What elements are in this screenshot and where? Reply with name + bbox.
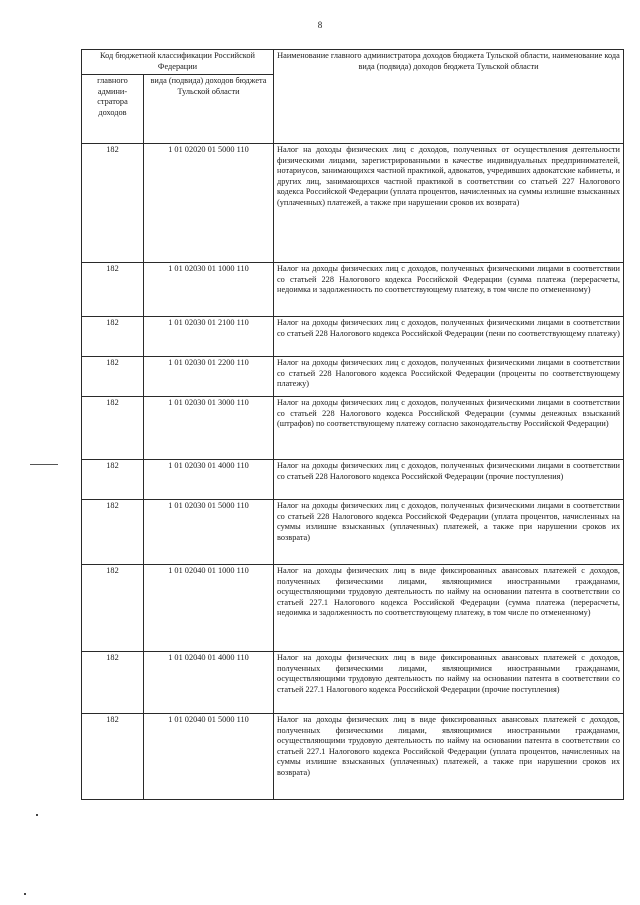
scan-mark [36,814,38,816]
admin-code-cell: 182 [82,357,144,397]
table-row [82,317,624,357]
revenue-name-cell: Налог на доходы физических лиц с доходов, полученных физическими лицами в соответствии со статьей 228 Налогового кодекса Российской Федерации (пени по соответствующему платежу) [274,317,624,357]
admin-code-cell: 182 [82,263,144,317]
revenue-code-cell: 1 01 02040 01 5000 110 [144,714,274,800]
table-row [82,652,624,714]
table-row [82,565,624,652]
budget-classification-table [81,49,624,800]
header-administrator-name: Наименование главного администратора доходов бюджета Тульской области, наименование кода вида (подвида) доходов бюджета Тульской области [274,50,624,144]
page-number: 8 [317,20,323,30]
revenue-code-cell: 1 01 02030 01 2100 110 [144,317,274,357]
revenue-code-cell: 1 01 02030 01 1000 110 [144,263,274,317]
admin-code-cell: 182 [82,460,144,500]
revenue-code-cell: 1 01 02030 01 4000 110 [144,460,274,500]
table-row [82,357,624,397]
admin-code-cell: 182 [82,652,144,714]
admin-code-cell: 182 [82,714,144,800]
table-row [82,263,624,317]
admin-code-cell: 182 [82,317,144,357]
revenue-name-cell: Налог на доходы физических лиц с доходов, полученных физическими лицами в соответствии со статьей 228 Налогового кодекса Российской Федерации (сумма платежа (перерасчеты, недоимка и задолженность по соответствующему платежу, в том числе по отмененному) [274,263,624,317]
header-classification-code: Код бюджетной классификации Российской Федерации [82,50,274,75]
revenue-code-cell: 1 01 02040 01 1000 110 [144,565,274,652]
revenue-name-cell: Налог на доходы физических лиц в виде фиксированных авансовых платежей с доходов, полученных физическими лицами, являющимися иностранными гражданами, осуществляющими трудовую деятельность по найму на основании патента в соответствии со статьей 227.1 Налогового кодекса Российской Федерации (прочие поступления) [274,652,624,714]
revenue-name-cell: Налог на доходы физических лиц с доходов, полученных физическими лицами в соответствии со статьей 228 Налогового кодекса Российской Федерации (уплата процентов, начисленных на суммы излишне взысканных (уплаченных) платежей, а также при нарушении сроков их возврата) [274,500,624,565]
header-revenue-type-code: вида (подвида) доходов бюджета Тульской области [144,75,274,144]
revenue-code-cell: 1 01 02020 01 5000 110 [144,144,274,263]
admin-code-cell: 182 [82,500,144,565]
scan-mark [30,464,58,465]
table-row [82,500,624,565]
revenue-code-cell: 1 01 02040 01 4000 110 [144,652,274,714]
table-row [82,144,624,263]
table-row [82,714,624,800]
revenue-name-cell: Налог на доходы физических лиц с доходов, полученных от осуществления деятельности физическими лицами, зарегистрированными в качестве индивидуальных предпринимателей, нотариусов, занимающихся частной практикой, адвокатов, учредивших адвокатские кабинеты, и других лиц, занимающихся частной практикой в соответствии со статьей 227 Налогового кодекса Российской Федерации (уплата процентов, начисленных на суммы излишне взысканных (уплаченных) платежей, а также при нарушении сроков их возврата) [274,144,624,263]
revenue-name-cell: Налог на доходы физических лиц с доходов, полученных физическими лицами в соответствии со статьей 228 Налогового кодекса Российской Федерации (суммы денежных взысканий (штрафов) по соответствующему платежу согласно законодательству Российской Федерации) [274,397,624,460]
table-row [82,460,624,500]
revenue-name-cell: Налог на доходы физических лиц в виде фиксированных авансовых платежей с доходов, полученных физическими лицами, являющимися иностранными гражданами, осуществляющими трудовую деятельность по найму на основании патента в соответствии со статьей 227.1 Налогового кодекса Российской Федерации (уплата процентов, начисленных на суммы излишне взысканных (уплаченных) платежей, а также при нарушении сроков их возврата) [274,714,624,800]
table-row [82,397,624,460]
revenue-name-cell: Налог на доходы физических лиц с доходов, полученных физическими лицами в соответствии со статьей 228 Налогового кодекса Российской Федерации (прочие поступления) [274,460,624,500]
revenue-code-cell: 1 01 02030 01 2200 110 [144,357,274,397]
revenue-name-cell: Налог на доходы физических лиц с доходов, полученных физическими лицами в соответствии со статьей 228 Налогового кодекса Российской Федерации (проценты по соответствующему платежу) [274,357,624,397]
admin-code-cell: 182 [82,397,144,460]
admin-code-cell: 182 [82,144,144,263]
revenue-name-cell: Налог на доходы физических лиц в виде фиксированных авансовых платежей с доходов, полученных физическими лицами, являющимися иностранными гражданами, осуществляющими трудовую деятельность по найму на основании патента в соответствии со статьей 227.1 Налогового кодекса Российской Федерации (сумма платежа (перерасчеты, недоимка и задолженность по соответствующему платежу, в том числе по отмененному) [274,565,624,652]
scan-mark [24,893,26,895]
revenue-code-cell: 1 01 02030 01 5000 110 [144,500,274,565]
header-admin-code: главного админи-стратора доходов [82,75,144,144]
revenue-code-cell: 1 01 02030 01 3000 110 [144,397,274,460]
admin-code-cell: 182 [82,565,144,652]
